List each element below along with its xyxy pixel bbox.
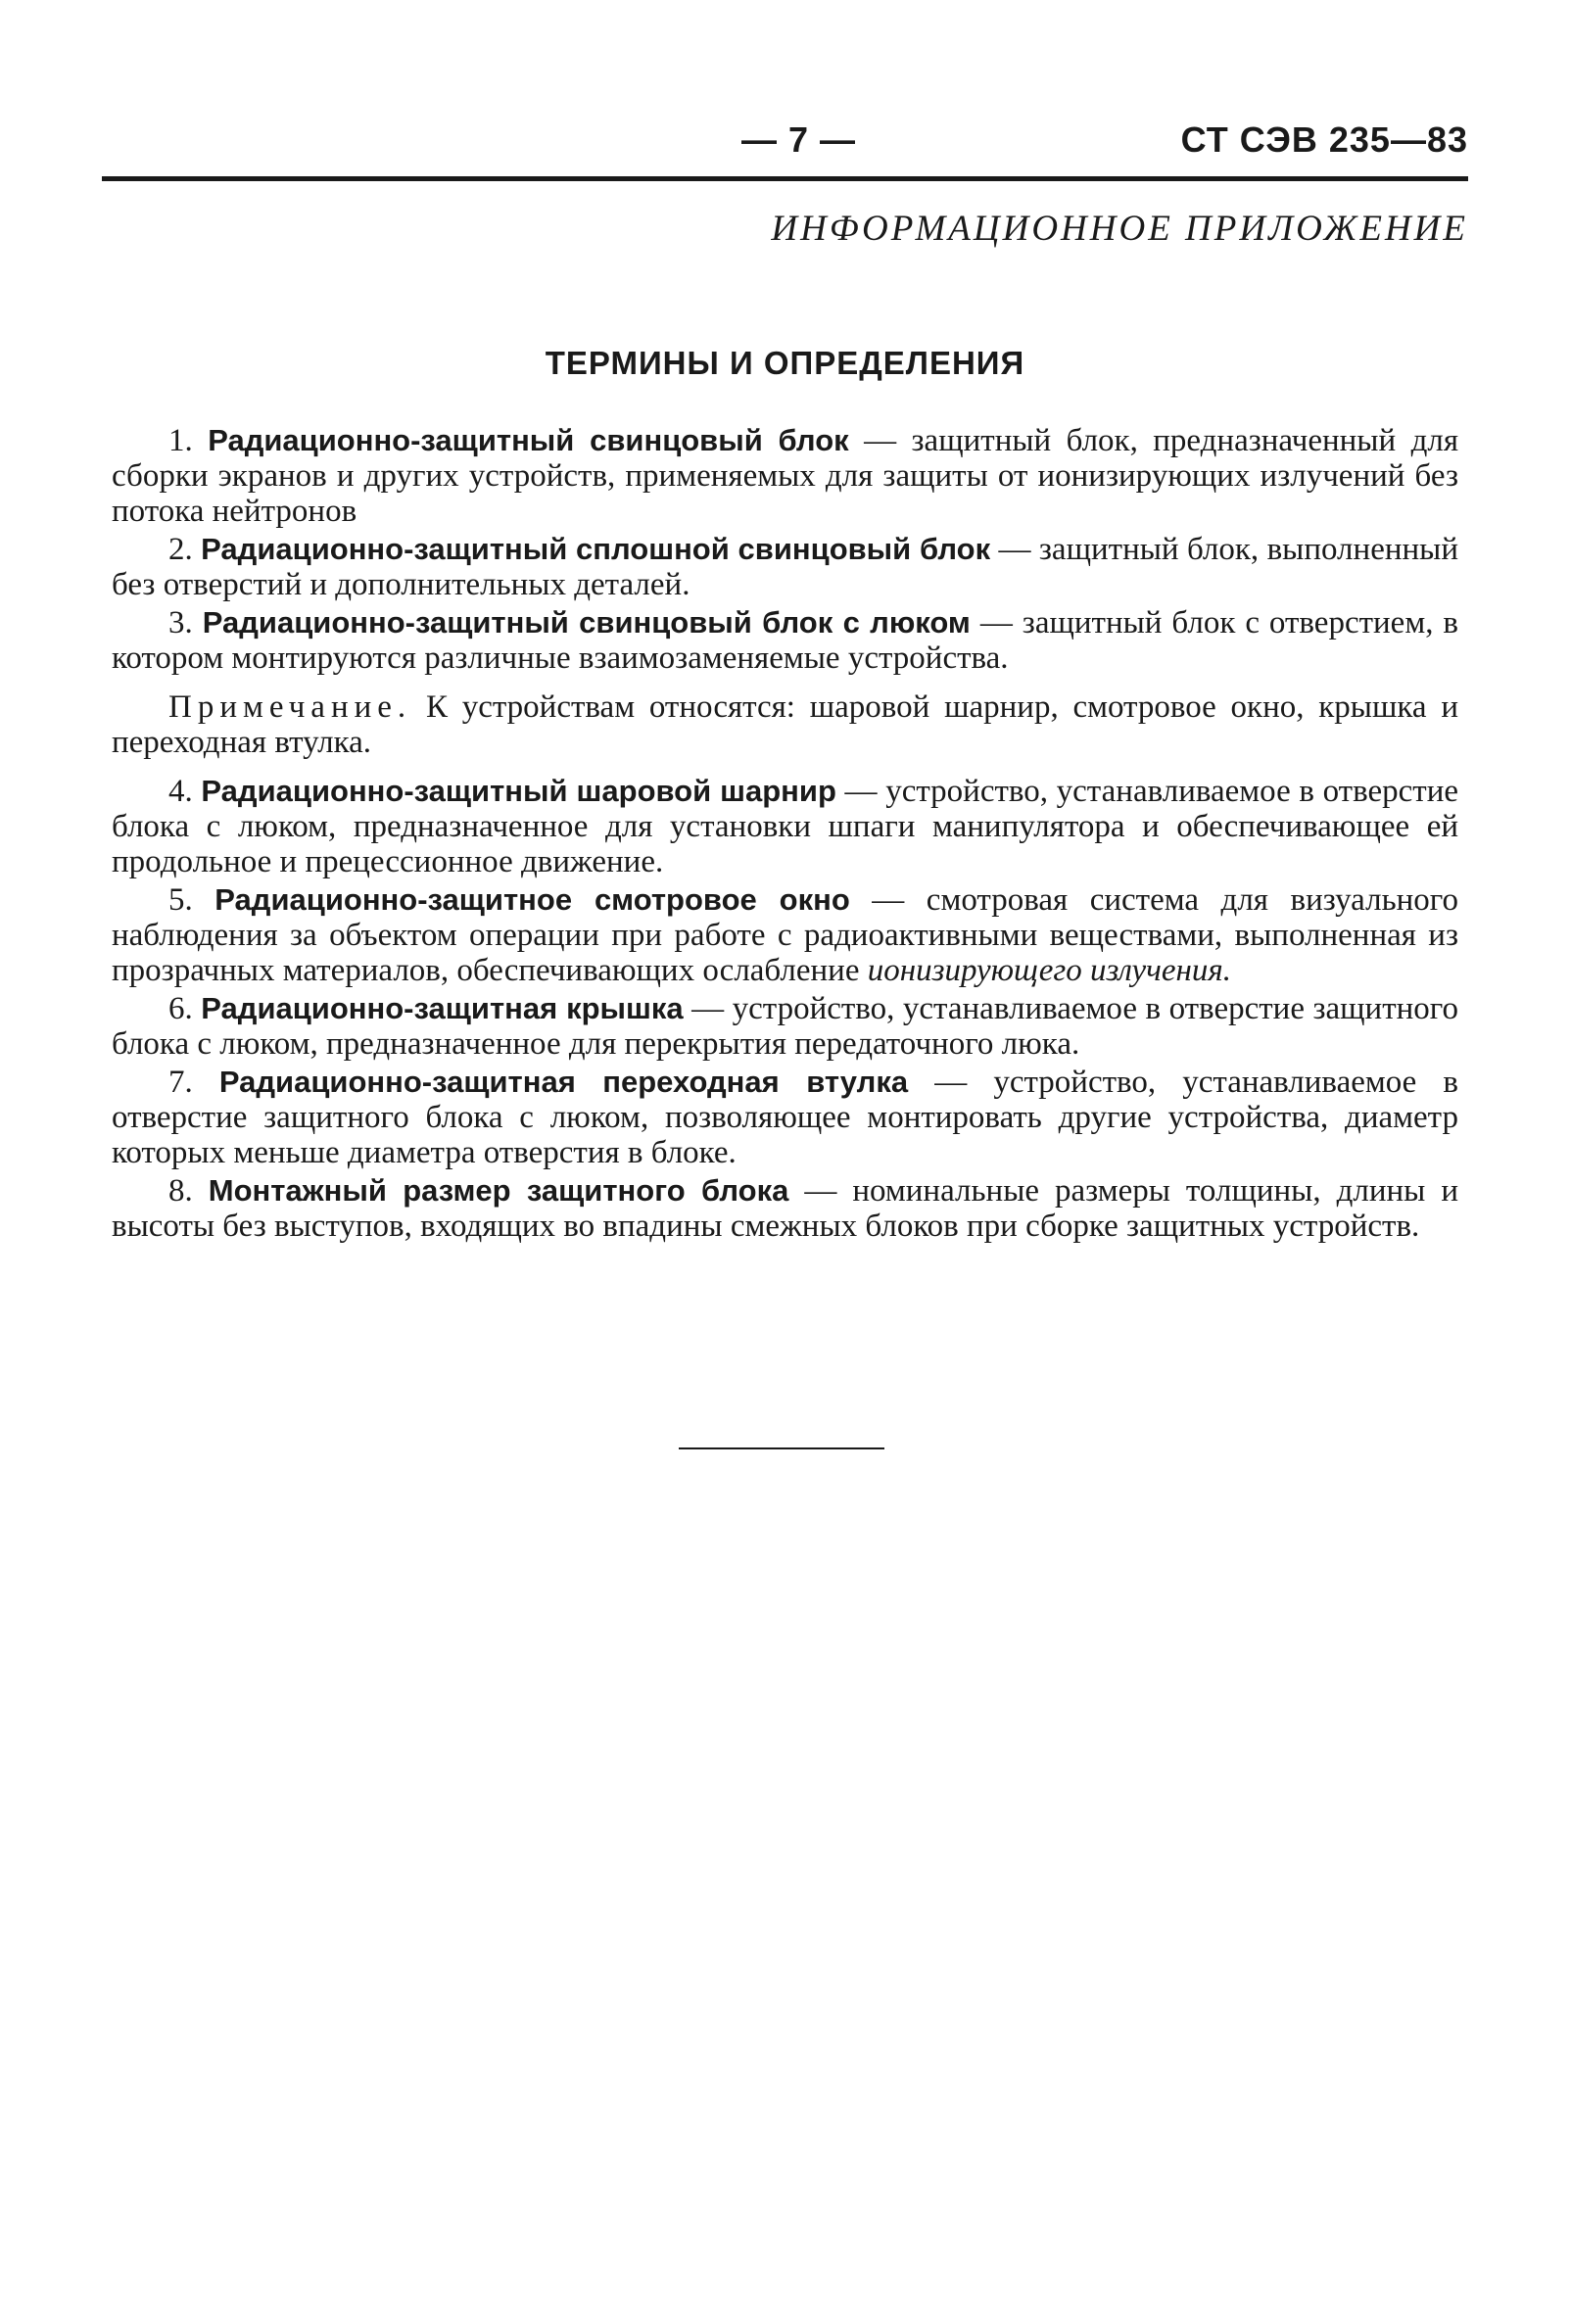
definition-text: — устройство, устанавливаемое в отверстие защитного блока с люком, предназначенное для перекрытия передаточного люка. [112,991,1459,1062]
definition-text: — смотровая система для визуального наблюдения за объектом операции при работе с радиоактивными веществами, выполненная из прозрачных материалов, обеспечивающих ослабление [112,882,1458,988]
definition-term: Радиационно-защитная крышка [201,991,684,1025]
definition-item [112,774,1458,879]
end-rule [679,1447,884,1449]
definition-text: — защитный блок, выполненный без отверстий и дополнительных деталей. [112,532,1458,602]
definition-text: — устройство, устанавливаемое в отверстие блока с люком, предназначенное для установки шпаги манипулятора и обеспечивающее ей продольное и прецессионное движение. [112,774,1459,879]
definition-number: 5. [168,882,193,918]
definition-item [112,991,1458,1062]
page-number: — 7 — [741,119,857,160]
definition-term: Радиационно-защитный сплошной свинцовый блок [201,532,991,566]
header-rule [102,176,1468,181]
note-label: Примечание. [168,689,412,725]
definition-text: — устройство, устанавливаемое в отверстие защитного блока с люком, позволяющее монтировать другие устройства, диаметр которых меньше диаметра отверстия в блоке. [112,1065,1458,1170]
definition-item [112,882,1458,988]
definition-number: 4. [168,774,193,809]
definitions-body [112,423,1458,1247]
definition-item [112,1173,1458,1244]
definition-term: Радиационно-защитный свинцовый блок [208,423,849,457]
definition-number: 7. [168,1065,193,1100]
definition-term: Радиационно-защитное смотровое окно [214,882,850,917]
document-code: СТ СЭВ 235—83 [1180,119,1468,160]
definition-term: Радиационно-защитный шаровой шарнир [201,774,836,808]
definition-number: 3. [168,605,193,640]
definition-term: Монтажный размер защитного блока [208,1173,789,1208]
definition-term: Радиационно-защитный свинцовый блок с люком [202,605,971,640]
definition-text: — номинальные размеры толщины, длины и высоты без выступов, входящих во впадины смежных блоков при сборке защитных устройств. [112,1173,1458,1244]
definition-item [112,1065,1458,1170]
note-text: К устройствам относятся: шаровой шарнир, смотровое окно, крышка и переходная втулка. [112,689,1458,760]
note [112,689,1458,760]
definition-item [112,532,1458,602]
definition-item [112,605,1458,676]
definition-text: — защитный блок с отверстием, в котором монтируются различные взаимозаменяемые устройства. [112,605,1458,676]
definition-number: 2. [168,532,193,567]
definition-item [112,423,1458,529]
definition-number: 8. [168,1173,193,1209]
appendix-label: ИНФОРМАЦИОННОЕ ПРИЛОЖЕНИЕ [771,209,1468,249]
definition-term: Радиационно-защитная переходная втулка [218,1065,909,1099]
section-title: ТЕРМИНЫ И ОПРЕДЕЛЕНИЯ [545,345,1025,381]
definition-text-italic: ионизирующего излучения. [867,953,1231,988]
definition-number: 1. [168,423,193,458]
definition-text: — защитный блок, предназначенный для сборки экранов и других устройств, применяемых для защиты от ионизирующих излучений без потока нейтронов [112,423,1458,529]
definition-number: 6. [168,991,193,1026]
